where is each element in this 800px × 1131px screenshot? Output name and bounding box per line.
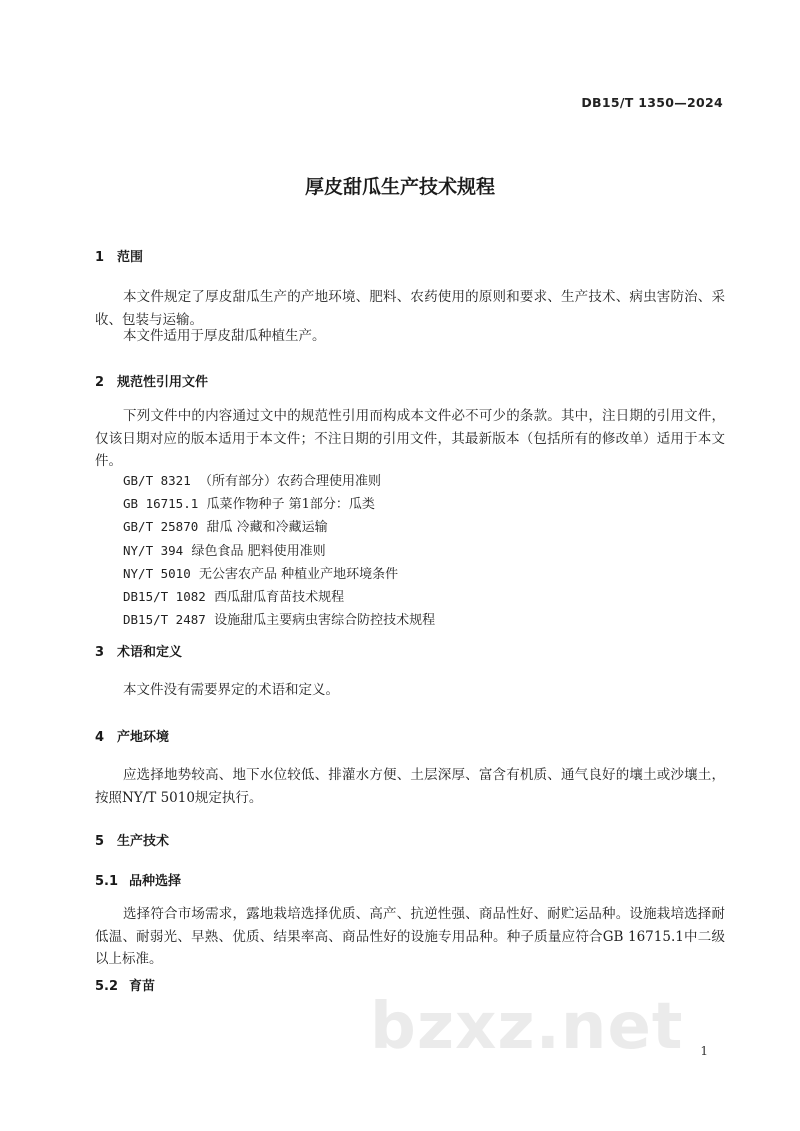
section-number: 4	[95, 730, 105, 745]
section-number: 3	[95, 645, 105, 660]
reference-code: GB 16715.1	[123, 496, 199, 512]
reference-item	[123, 609, 435, 632]
watermark: bzxz.net	[370, 990, 684, 1064]
section-number: 2	[95, 375, 105, 390]
section-title: 育苗	[129, 979, 156, 994]
section-title: 生产技术	[117, 834, 170, 849]
section-5-1-paragraph-1: 选择符合市场需求，露地栽培选择优质、高产、抗逆性强、商品性好、耐贮运品种。设施栽培选择耐低温、耐弱光、早熟、优质、结果率高、商品性好的设施专用品种。种子质量应符合GB 16715.1中二级以上标准。	[95, 906, 725, 967]
reference-title: 无公害农产品 种植业产地环境条件	[199, 566, 399, 582]
section-2-paragraph-1: 下列文件中的内容通过文中的规范性引用而构成本文件必不可少的条款。其中，注日期的引用文件，仅该日期对应的版本适用于本文件；不注日期的引用文件，其最新版本（包括所有的修改单）适用于本文件。	[95, 408, 725, 469]
section-1-heading	[95, 246, 143, 265]
reference-title: （所有部分）农药合理使用准则	[199, 474, 382, 489]
document-code: DB15/T 1350—2024	[581, 95, 723, 110]
section-title: 产地环境	[117, 730, 170, 745]
page-number: 1	[700, 1044, 708, 1058]
section-number: 5	[95, 834, 105, 849]
section-title: 范围	[117, 250, 144, 265]
section-title: 术语和定义	[117, 645, 183, 660]
section-3-heading	[95, 641, 182, 660]
section-5-2-heading	[95, 975, 155, 994]
section-number: 5.1	[95, 874, 119, 889]
section-5-heading	[95, 830, 169, 849]
reference-item	[123, 493, 435, 516]
reference-title: 绿色食品 肥料使用准则	[191, 543, 326, 559]
reference-item	[123, 470, 435, 493]
section-1-paragraph-1: 本文件规定了厚皮甜瓜生产的产地环境、肥料、农药使用的原则和要求、生产技术、病虫害防治、采收、包装与运输。	[95, 289, 725, 328]
normative-references-list	[123, 470, 435, 632]
reference-item	[123, 516, 435, 539]
reference-title: 西瓜甜瓜育苗技术规程	[214, 590, 345, 606]
section-4-heading	[95, 726, 169, 745]
reference-item	[123, 586, 435, 609]
reference-code: DB15/T 2487	[123, 612, 206, 628]
reference-item	[123, 563, 435, 586]
section-2-heading	[95, 371, 208, 390]
reference-title: 瓜菜作物种子 第1部分：瓜类	[206, 497, 375, 513]
reference-code: NY/T 5010	[123, 565, 191, 581]
section-title: 品种选择	[129, 874, 182, 889]
reference-title: 甜瓜 冷藏和冷藏运输	[206, 520, 328, 536]
section-number: 1	[95, 250, 105, 265]
section-4-paragraph-1: 应选择地势较高、地下水位较低、排灌水方便、土层深厚、富含有机质、通气良好的壤土或沙壤土，按照NY/T 5010规定执行。	[95, 767, 725, 806]
section-3-paragraph-1: 本文件没有需要界定的术语和定义。	[123, 682, 339, 698]
reference-item	[123, 540, 435, 563]
document-title: 厚皮甜瓜生产技术规程	[304, 176, 495, 198]
reference-code: DB15/T 1082	[123, 589, 206, 605]
section-1-paragraph-2: 本文件适用于厚皮甜瓜种植生产。	[123, 328, 326, 344]
section-5-1-heading	[95, 870, 181, 889]
reference-code: GB/T 25870	[123, 519, 199, 535]
reference-code: NY/T 394	[123, 542, 184, 558]
section-number: 5.2	[95, 979, 119, 994]
reference-code: GB/T 8321	[123, 473, 191, 488]
reference-title: 设施甜瓜主要病虫害综合防控技术规程	[214, 613, 436, 629]
section-title: 规范性引用文件	[117, 375, 209, 390]
